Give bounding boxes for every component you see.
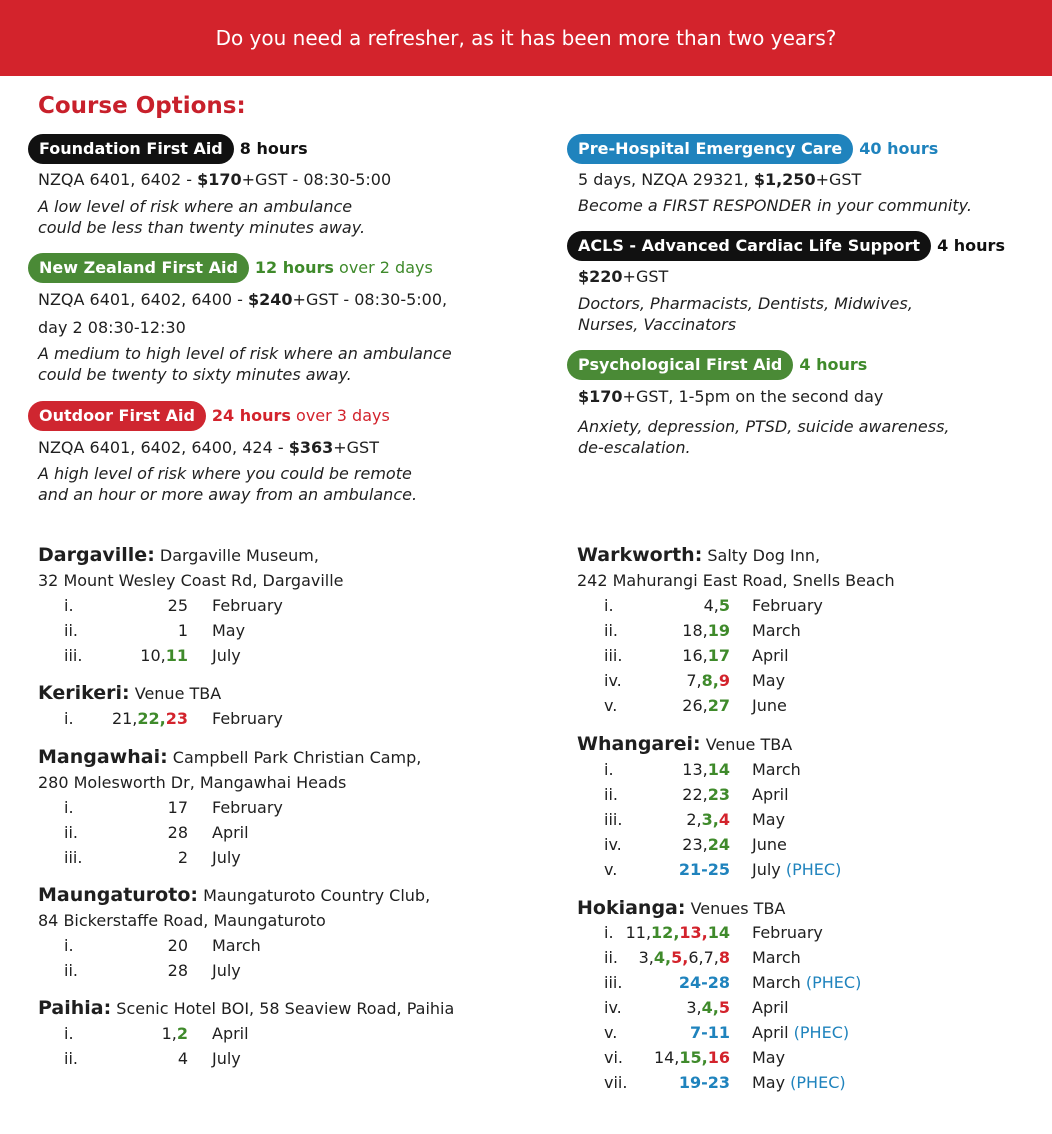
row-month: July	[212, 646, 241, 665]
location-hokianga	[577, 896, 785, 921]
row-month: April	[752, 998, 789, 1017]
row-dates: 2	[177, 848, 188, 867]
location-name: Mangawhai:	[38, 746, 168, 768]
course-psych	[567, 350, 867, 380]
location-address: 32 Mount Wesley Coast Rd, Dargaville	[38, 571, 344, 590]
row-numeral: vi.	[604, 1048, 623, 1067]
row-month: May	[752, 671, 786, 690]
schedule-row	[38, 643, 378, 668]
course-hours: 4 hours	[937, 236, 1005, 255]
location-name: Paihia:	[38, 997, 112, 1019]
row-dates: 19-23	[678, 1073, 730, 1092]
row-dates: 28	[167, 961, 188, 980]
schedule-row	[577, 1020, 917, 1045]
row-numeral: i.	[64, 936, 74, 955]
row-numeral: i.	[64, 596, 74, 615]
row-month: April	[752, 785, 789, 804]
row-dates: 1	[177, 621, 188, 640]
course-desc: Become a FIRST RESPONDER in your community.	[578, 196, 972, 215]
row-numeral: ii.	[604, 948, 618, 967]
refresher-banner	[0, 0, 1052, 76]
schedule-row	[577, 643, 917, 668]
row-numeral: vii.	[604, 1073, 628, 1092]
course-hours: 24 hours over 3 days	[211, 406, 390, 425]
course-desc: Anxiety, depression, PTSD, suicide awareness, de-escalation.	[578, 417, 950, 457]
course-desc: A low level of risk where an ambulance could be less than twenty minutes away.	[38, 197, 366, 237]
row-dates: 10,11	[140, 646, 188, 665]
location-venue: Venue TBA	[700, 735, 793, 754]
schedule-row	[577, 618, 917, 643]
location-address: 242 Mahurangi East Road, Snells Beach	[577, 571, 895, 590]
location-address: 84 Bickerstaffe Road, Maungaturoto	[38, 911, 326, 930]
location-dargaville	[38, 543, 344, 593]
course-outdoor	[28, 401, 390, 431]
schedule-row	[38, 845, 378, 870]
phec-tag: (PHEC)	[788, 1023, 850, 1042]
row-month: March	[752, 621, 801, 640]
phec-tag: (PHEC)	[800, 973, 862, 992]
schedule-row	[38, 933, 378, 958]
location-name: Dargaville:	[38, 544, 155, 566]
course-hours: 4 hours	[799, 355, 868, 374]
course-foundation	[28, 134, 308, 164]
schedule-row	[38, 618, 378, 643]
row-numeral: iv.	[604, 835, 622, 854]
row-numeral: i.	[604, 596, 614, 615]
course-pill-psych: Psychological First Aid	[567, 350, 793, 380]
schedule-row	[577, 970, 917, 995]
row-month: July	[212, 961, 241, 980]
schedule-row	[577, 1045, 917, 1070]
row-dates: 4,5	[703, 596, 730, 615]
row-dates: 17	[167, 798, 188, 817]
row-numeral: iv.	[604, 998, 622, 1017]
row-dates: 2,3,4	[686, 810, 730, 829]
row-month: April (PHEC)	[752, 1023, 850, 1042]
schedule-row	[577, 920, 917, 945]
row-month: February	[752, 923, 823, 942]
course-desc: A medium to high level of risk where an ambulance could be twenty to sixty minutes away.	[38, 344, 452, 384]
row-dates: 28	[167, 823, 188, 842]
row-numeral: iii.	[604, 810, 623, 829]
course-pill-nz: New Zealand First Aid	[28, 253, 249, 283]
row-dates: 3,4,5	[686, 998, 730, 1017]
location-maungaturoto	[38, 883, 430, 933]
course-info: NZQA 6401, 6402, 6400, 424 - $363+GST	[38, 438, 379, 457]
row-dates: 7,8,9	[686, 671, 730, 690]
location-name: Maungaturoto:	[38, 884, 198, 906]
schedule-row	[38, 593, 378, 618]
schedule-row	[577, 1070, 917, 1095]
course-hours: 40 hours	[859, 139, 939, 158]
location-kerikeri	[38, 681, 221, 706]
row-month: April	[212, 823, 249, 842]
course-pill-acls: ACLS - Advanced Cardiac Life Support	[567, 231, 931, 261]
course-hours: 12 hours over 2 days	[254, 258, 433, 277]
row-dates: 13,14	[682, 760, 730, 779]
location-venue: Venue TBA	[129, 684, 222, 703]
schedule-row	[577, 668, 917, 693]
location-whangarei	[577, 732, 792, 757]
location-address: 280 Molesworth Dr, Mangawhai Heads	[38, 773, 347, 792]
row-dates: 14,15,16	[653, 1048, 730, 1067]
row-month: May	[212, 621, 246, 640]
location-name: Hokianga:	[577, 897, 686, 919]
course-info: NZQA 6401, 6402, 6400 - $240+GST - 08:30-5:00,	[38, 290, 448, 309]
row-dates: 23,24	[682, 835, 730, 854]
row-numeral: ii.	[64, 823, 78, 842]
course-desc: A high level of risk where you could be remote and an hour or more away from an ambulance.	[38, 464, 418, 504]
row-numeral: iii.	[64, 646, 83, 665]
location-name: Warkworth:	[577, 544, 703, 566]
row-numeral: i.	[604, 923, 614, 942]
row-numeral: v.	[604, 1023, 618, 1042]
schedule-row	[577, 832, 917, 857]
row-month: May (PHEC)	[752, 1073, 846, 1092]
row-numeral: i.	[64, 1024, 74, 1043]
location-paihia	[38, 996, 454, 1021]
row-month: July	[212, 848, 241, 867]
location-warkworth	[577, 543, 895, 593]
course-options-heading: Course Options:	[38, 93, 246, 119]
schedule-row	[577, 945, 917, 970]
schedule-row	[577, 593, 917, 618]
schedule-row	[38, 958, 378, 983]
schedule-row	[577, 807, 917, 832]
row-dates: 22,23	[682, 785, 730, 804]
row-dates: 26,27	[682, 696, 730, 715]
row-dates: 20	[167, 936, 188, 955]
location-venue: Scenic Hotel BOI, 58 Seaview Road, Paihia	[111, 999, 455, 1018]
row-month: May	[752, 810, 786, 829]
row-dates: 21,22,23	[111, 709, 188, 728]
row-numeral: ii.	[604, 621, 618, 640]
row-month: March (PHEC)	[752, 973, 862, 992]
row-numeral: iii.	[64, 848, 83, 867]
row-month: March	[752, 948, 801, 967]
row-month: July (PHEC)	[752, 860, 842, 879]
course-desc: Doctors, Pharmacists, Dentists, Midwives, Nurses, Vaccinators	[578, 294, 913, 334]
course-info: $170+GST, 1-5pm on the second day	[578, 387, 884, 406]
row-numeral: ii.	[604, 785, 618, 804]
row-month: February	[212, 798, 283, 817]
location-venue: Salty Dog Inn,	[702, 546, 821, 565]
location-venue: Dargaville Museum,	[154, 546, 319, 565]
row-numeral: ii.	[64, 621, 78, 640]
row-month: May	[752, 1048, 786, 1067]
row-numeral: iv.	[604, 671, 622, 690]
course-info: $220+GST	[578, 267, 669, 286]
row-dates: 4	[177, 1049, 188, 1068]
location-mangawhai	[38, 745, 421, 795]
row-numeral: i.	[604, 760, 614, 779]
row-month: February	[752, 596, 823, 615]
course-info-2: day 2 08:30-12:30	[38, 318, 186, 337]
location-venue: Maungaturoto Country Club,	[197, 886, 431, 905]
row-month: February	[212, 596, 283, 615]
course-pill-phec: Pre-Hospital Emergency Care	[567, 134, 853, 164]
row-numeral: iii.	[604, 973, 623, 992]
course-hours: 8 hours	[239, 139, 308, 158]
schedule-row	[577, 857, 917, 882]
row-numeral: i.	[64, 709, 74, 728]
row-month: February	[212, 709, 283, 728]
course-info: 5 days, NZQA 29321, $1,250+GST	[578, 170, 862, 189]
row-dates: 21-25	[678, 860, 730, 879]
schedule-row	[38, 820, 378, 845]
row-numeral: i.	[64, 798, 74, 817]
row-numeral: iii.	[604, 646, 623, 665]
row-dates: 16,17	[682, 646, 730, 665]
row-dates: 7-11	[689, 1023, 730, 1042]
row-dates: 3,4,5,6,7,8	[638, 948, 730, 967]
course-pill-outdoor: Outdoor First Aid	[28, 401, 206, 431]
location-venue: Venues TBA	[685, 899, 786, 918]
row-dates: 25	[167, 596, 188, 615]
phec-tag: (PHEC)	[780, 860, 842, 879]
schedule-row	[577, 995, 917, 1020]
phec-tag: (PHEC)	[785, 1073, 846, 1092]
schedule-row	[577, 782, 917, 807]
row-dates: 1,2	[161, 1024, 188, 1043]
row-month: March	[212, 936, 261, 955]
location-name: Kerikeri:	[38, 682, 130, 704]
row-numeral: ii.	[64, 1049, 78, 1068]
schedule-row	[38, 1046, 378, 1071]
location-venue: Campbell Park Christian Camp,	[167, 748, 422, 767]
banner-text: Do you need a refresher, as it has been more than two years?	[215, 26, 837, 50]
schedule-row	[38, 706, 378, 731]
location-name: Whangarei:	[577, 733, 701, 755]
row-dates: 24-28	[678, 973, 730, 992]
row-month: June	[752, 696, 787, 715]
schedule-row	[38, 795, 378, 820]
row-month: April	[212, 1024, 249, 1043]
course-acls	[567, 231, 1005, 261]
schedule-row	[577, 693, 917, 718]
row-numeral: v.	[604, 696, 618, 715]
row-dates: 18,19	[682, 621, 730, 640]
row-month: June	[752, 835, 787, 854]
row-month: July	[212, 1049, 241, 1068]
row-dates: 11,12,13,14	[625, 923, 730, 942]
course-info: NZQA 6401, 6402 - $170+GST - 08:30-5:00	[38, 170, 392, 189]
course-nz	[28, 253, 433, 283]
row-numeral: v.	[604, 860, 618, 879]
row-month: April	[752, 646, 789, 665]
schedule-row	[577, 757, 917, 782]
course-phec	[567, 134, 938, 164]
row-month: March	[752, 760, 801, 779]
row-numeral: ii.	[64, 961, 78, 980]
schedule-row	[38, 1021, 378, 1046]
course-pill-foundation: Foundation First Aid	[28, 134, 234, 164]
